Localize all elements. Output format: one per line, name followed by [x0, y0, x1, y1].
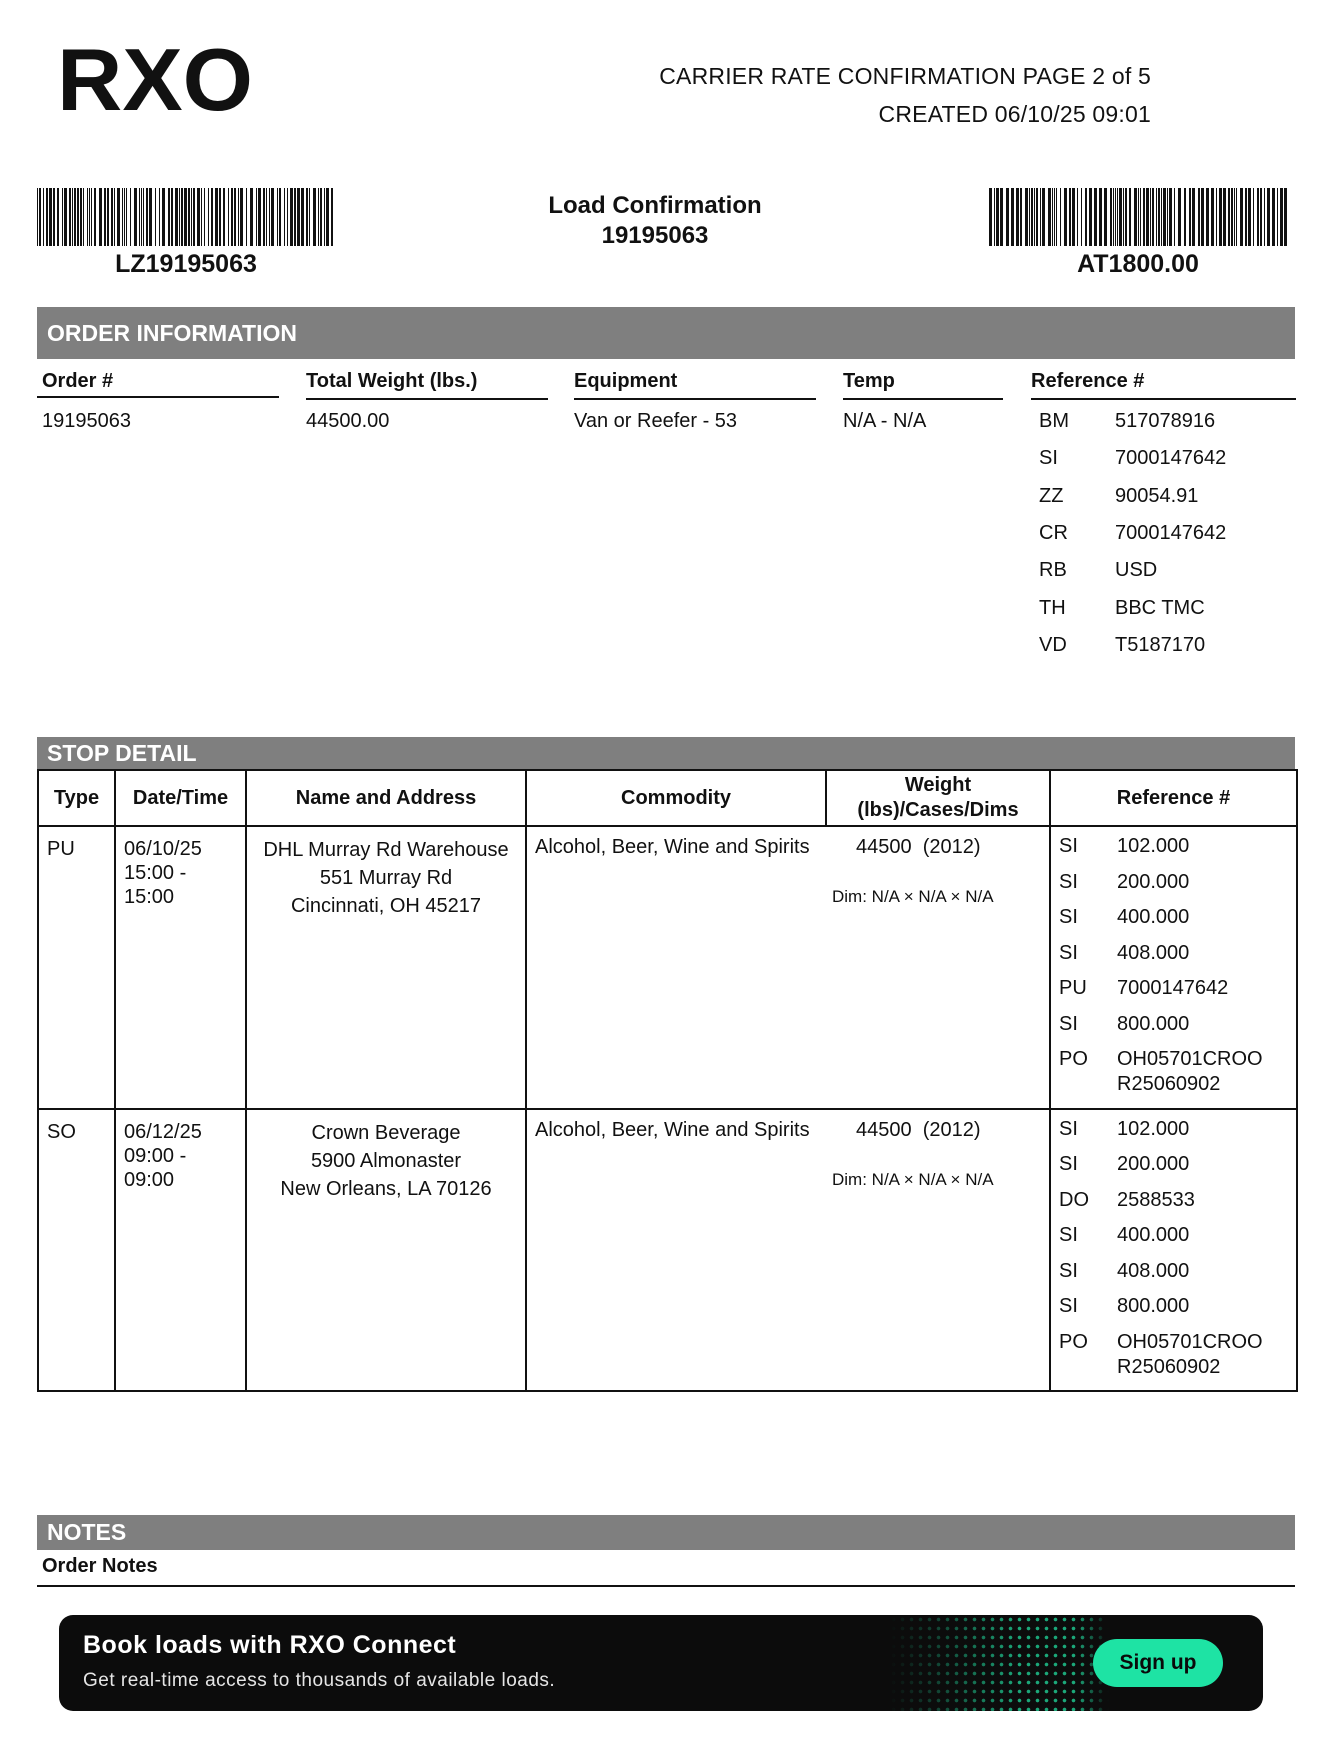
stop-reference-row [1059, 1152, 1296, 1177]
reference-value: 800.000 [1117, 1295, 1190, 1317]
reference-qualifier: SI [1059, 906, 1078, 928]
stop-type: PU [47, 838, 75, 860]
rate-confirmation-title: CARRIER RATE CONFIRMATION PAGE 2 of 5 [659, 63, 1151, 89]
th-weight-line1: Weight [904, 774, 972, 796]
stop-address-line1: 551 Murray Rd [319, 867, 453, 889]
th-name-address: Name and Address [246, 770, 526, 826]
stop-dims: Dim: N/A × N/A × N/A [832, 1169, 994, 1189]
reference-qualifier: TH [1039, 596, 1066, 619]
rxo-logo [57, 40, 257, 118]
sign-up-button[interactable]: Sign up [1093, 1639, 1223, 1687]
stop-reference-row [1059, 834, 1296, 859]
stop-reference-row [1059, 1117, 1296, 1142]
stop-time-from: 15:00 - [124, 862, 187, 884]
th-commodity: Commodity [526, 770, 826, 826]
reference-value: 200.000 [1117, 870, 1190, 893]
stop-date: 06/12/25 [124, 1120, 202, 1143]
col-header-order: Order # [37, 370, 279, 398]
stop-dims: Dim: N/A × N/A × N/A [832, 887, 994, 906]
barcode-right [989, 188, 1287, 246]
reference-value: 102.000 [1117, 835, 1190, 857]
stop-reference-row [1059, 941, 1296, 966]
reference-qualifier: SI [1059, 941, 1078, 964]
rxo-connect-banner[interactable] [59, 1615, 1263, 1711]
order-reference-row [1039, 597, 1205, 634]
stop-reference-row [1059, 976, 1296, 1001]
load-confirmation-number: 19195063 [601, 222, 709, 249]
th-weight [826, 770, 1050, 826]
reference-qualifier: BM [1039, 410, 1069, 432]
reference-qualifier: RB [1039, 559, 1067, 582]
th-reference: Reference # [1050, 770, 1297, 826]
reference-value: OH05701CROOR25060902 [1117, 1330, 1263, 1378]
order-reference-row [1039, 410, 1215, 447]
reference-qualifier: SI [1059, 1153, 1078, 1175]
reference-qualifier: SI [1059, 870, 1078, 893]
barcode-right-label: AT1800.00 [1077, 250, 1199, 278]
reference-qualifier: SI [1059, 1295, 1078, 1317]
order-reference-row [1039, 559, 1157, 596]
col-header-equipment: Equipment [574, 370, 816, 400]
temp-value: N/A - N/A [843, 410, 927, 432]
load-confirmation-title: Load Confirmation [548, 192, 762, 219]
reference-value: 90054.91 [1115, 484, 1199, 507]
stop-commodity: Alcohol, Beer, Wine and Spirits [535, 1118, 810, 1141]
notes-header: NOTES [37, 1515, 1295, 1550]
reference-value: BBC TMC [1115, 596, 1205, 619]
reference-qualifier: PU [1059, 977, 1087, 999]
stop-reference-row [1059, 1223, 1296, 1248]
stop-address-line2: New Orleans, LA 70126 [280, 1177, 492, 1200]
reference-value: 7000147642 [1117, 977, 1229, 999]
reference-qualifier: SI [1059, 1224, 1078, 1246]
reference-qualifier: PO [1059, 1330, 1088, 1353]
order-reference-row [1039, 485, 1198, 522]
order-number-value: 19195063 [42, 410, 131, 432]
reference-qualifier: SI [1059, 1012, 1078, 1035]
stop-table-header-row [38, 770, 1297, 826]
reference-value: 408.000 [1117, 1259, 1190, 1282]
reference-qualifier: SI [1039, 447, 1058, 470]
th-type: Type [38, 770, 115, 826]
stop-time-to: 15:00 [124, 886, 175, 908]
stop-date-time [116, 827, 245, 919]
stop-date: 06/10/25 [124, 838, 202, 860]
created-timestamp: CREATED 06/10/25 09:01 [878, 101, 1151, 127]
reference-value: T5187170 [1115, 633, 1206, 656]
stop-detail-header: STOP DETAIL [37, 737, 1295, 769]
col-header-reference: Reference # [1031, 370, 1296, 400]
reference-qualifier: SI [1059, 1117, 1078, 1140]
stop-weight: 44500 (2012) [856, 1118, 981, 1141]
stop-name-address [247, 827, 525, 920]
stop-reference-row [1059, 870, 1296, 895]
stop-address-line1: 5900 Almonaster [310, 1149, 462, 1172]
reference-qualifier: SI [1059, 1259, 1078, 1282]
reference-value: 400.000 [1117, 1224, 1190, 1246]
svg-text:RXO: RXO [57, 40, 253, 118]
reference-qualifier: PO [1059, 1048, 1088, 1070]
dot-pattern-decoration [889, 1615, 1109, 1711]
th-date-time: Date/Time [115, 770, 246, 826]
stop-reference-list [1051, 1110, 1296, 1380]
stop-reference-list [1051, 827, 1296, 1097]
reference-value: 800.000 [1117, 1012, 1190, 1035]
reference-value: USD [1115, 559, 1158, 582]
order-reference-row [1039, 634, 1205, 671]
reference-value: 2588533 [1117, 1188, 1195, 1211]
stop-reference-row [1059, 1188, 1296, 1213]
stop-time-from: 09:00 - [124, 1144, 187, 1167]
stop-reference-row [1059, 1330, 1296, 1380]
reference-value: 517078916 [1115, 410, 1216, 432]
reference-value: 400.000 [1117, 906, 1190, 928]
stop-reference-row [1059, 1047, 1296, 1097]
order-notes-label: Order Notes [42, 1555, 158, 1577]
stop-date-time [116, 1110, 245, 1202]
total-weight-value: 44500.00 [306, 410, 390, 432]
stop-commodity: Alcohol, Beer, Wine and Spirits [535, 836, 810, 858]
th-weight-line2: (lbs)/Cases/Dims [857, 799, 1019, 821]
stop-detail-table [37, 769, 1298, 1392]
stop-reference-row [1059, 1259, 1296, 1284]
reference-value: 408.000 [1117, 941, 1190, 964]
stop-reference-row [1059, 905, 1296, 930]
stop-time-to: 09:00 [124, 1168, 175, 1191]
stop-commodity-weight [527, 1110, 1049, 1390]
equipment-value: Van or Reefer - 53 [574, 410, 738, 432]
order-reference-row [1039, 447, 1226, 484]
stop-commodity-weight [527, 827, 1049, 1107]
reference-value: 102.000 [1117, 1117, 1190, 1140]
stop-reference-row [1059, 1294, 1296, 1319]
reference-value: 7000147642 [1115, 521, 1227, 544]
reference-qualifier: SI [1059, 835, 1078, 857]
reference-qualifier: VD [1039, 633, 1067, 656]
stop-row-dropoff [38, 1109, 1297, 1392]
col-header-temp: Temp [843, 370, 1003, 400]
order-reference-row [1039, 522, 1226, 559]
stop-name-address [247, 1110, 525, 1203]
reference-value: 7000147642 [1115, 447, 1227, 470]
banner-subtitle: Get real-time access to thousands of available loads. [83, 1670, 556, 1691]
stop-weight: 44500 (2012) [856, 836, 981, 858]
reference-qualifier: DO [1059, 1188, 1089, 1211]
notes-divider [37, 1585, 1295, 1587]
stop-name: Crown Beverage [311, 1121, 461, 1144]
reference-qualifier: CR [1039, 521, 1068, 544]
stop-type: SO [47, 1120, 76, 1143]
banner-title: Book loads with RXO Connect [83, 1631, 457, 1659]
stop-reference-row [1059, 1012, 1296, 1037]
reference-value: 200.000 [1117, 1153, 1190, 1175]
stop-row-pickup [38, 826, 1297, 1109]
col-header-total-weight: Total Weight (lbs.) [306, 370, 548, 400]
reference-qualifier: ZZ [1039, 484, 1064, 507]
order-information-header: ORDER INFORMATION [37, 307, 1295, 359]
barcode-left [37, 188, 335, 246]
reference-value: OH05701CROOR25060902 [1117, 1048, 1263, 1095]
stop-address-line2: Cincinnati, OH 45217 [290, 895, 482, 917]
barcode-left-label: LZ19195063 [115, 250, 257, 278]
stop-name: DHL Murray Rd Warehouse [263, 839, 509, 861]
